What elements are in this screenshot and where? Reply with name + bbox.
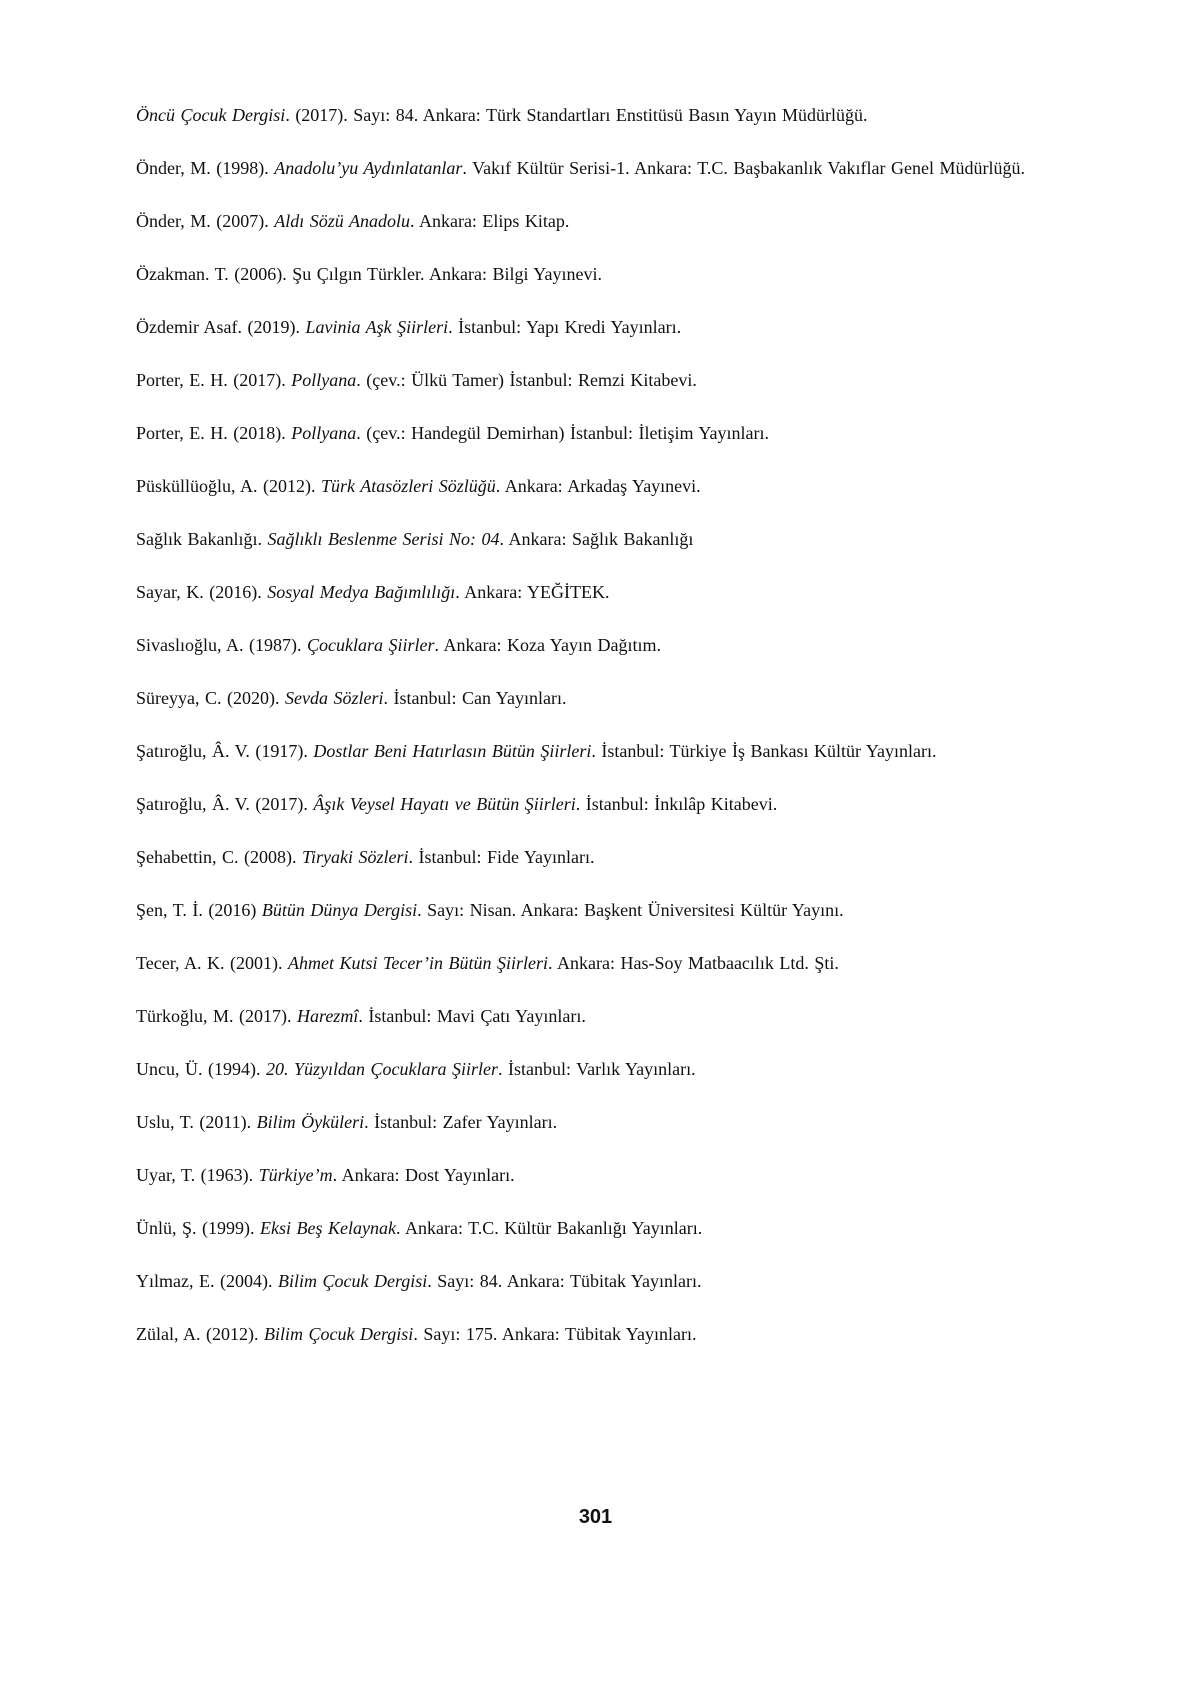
reference-entry xyxy=(136,418,1060,448)
reference-text: . Ankara: Koza Yayın Dağıtım. xyxy=(434,635,661,655)
reference-text: . İstanbul: Mavi Çatı Yayınları. xyxy=(358,1006,586,1026)
reference-text: Uncu, Ü. (1994). xyxy=(136,1059,266,1079)
reference-text: Süreyya, C. (2020). xyxy=(136,688,285,708)
reference-entry xyxy=(136,471,1060,501)
reference-title: Sevda Sözleri xyxy=(284,688,384,708)
reference-text: Yılmaz, E. (2004). xyxy=(136,1271,278,1291)
reference-text: Şatıroğlu, Â. V. (2017). xyxy=(136,794,314,814)
reference-text: . Sayı: Nisan. Ankara: Başkent Üniversitesi Kültür Yayını. xyxy=(417,900,844,920)
reference-text: Türkoğlu, M. (2017). xyxy=(136,1006,297,1026)
reference-text: . Ankara: Arkadaş Yayınevi. xyxy=(495,476,701,496)
reference-text: . İstanbul: Fide Yayınları. xyxy=(408,847,595,867)
reference-title: Aldı Sözü Anadolu xyxy=(274,211,410,231)
reference-text: Önder, M. (2007). xyxy=(136,211,275,231)
reference-text: . Ankara: T.C. Kültür Bakanlığı Yayınları. xyxy=(395,1218,703,1238)
reference-text: Uyar, T. (1963). xyxy=(136,1165,259,1185)
reference-text: . (çev.: Ülkü Tamer) İstanbul: Remzi Kitabevi. xyxy=(356,370,697,390)
reference-text: Porter, E. H. (2018). xyxy=(136,423,292,443)
reference-entry xyxy=(136,1266,1060,1296)
reference-title: Âşık Veysel Hayatı ve Bütün Şiirleri xyxy=(313,794,576,814)
reference-text: Özakman. T. (2006). Şu Çılgın Türkler. Ankara: Bilgi Yayınevi. xyxy=(136,264,602,284)
reference-text: . Ankara: Dost Yayınları. xyxy=(332,1165,515,1185)
reference-text: Püsküllüoğlu, A. (2012). xyxy=(136,476,322,496)
reference-text: Uslu, T. (2011). xyxy=(136,1112,257,1132)
reference-entry xyxy=(136,789,1060,819)
reference-text: Sağlık Bakanlığı. xyxy=(136,529,268,549)
reference-entry xyxy=(136,312,1060,342)
reference-title: Türkiye’m xyxy=(258,1165,333,1185)
reference-entry xyxy=(136,1213,1060,1243)
reference-title: Eksi Beş Kelaynak xyxy=(260,1218,396,1238)
reference-text: Sayar, K. (2016). xyxy=(136,582,268,602)
reference-text: . Ankara: Has-Soy Matbaacılık Ltd. Şti. xyxy=(547,953,839,973)
reference-title: Öncü Çocuk Dergisi xyxy=(136,105,286,125)
reference-text: . İstanbul: Yapı Kredi Yayınları. xyxy=(448,317,682,337)
reference-title: Harezmî xyxy=(296,1006,359,1026)
reference-text: Sivaslıoğlu, A. (1987). xyxy=(136,635,308,655)
reference-title: Sağlıklı Beslenme Serisi No: 04 xyxy=(267,529,500,549)
reference-entry xyxy=(136,948,1060,978)
reference-text: . Sayı: 175. Ankara: Tübitak Yayınları. xyxy=(413,1324,697,1344)
reference-text: Ünlü, Ş. (1999). xyxy=(136,1218,260,1238)
reference-entry xyxy=(136,1319,1060,1349)
reference-list xyxy=(136,100,1060,1372)
reference-text: . Ankara: Elips Kitap. xyxy=(409,211,570,231)
reference-title: Pollyana xyxy=(291,423,357,443)
reference-entry xyxy=(136,630,1060,660)
reference-title: Dostlar Beni Hatırlasın Bütün Şiirleri xyxy=(313,741,592,761)
reference-entry xyxy=(136,736,1060,766)
reference-text: Şen, T. İ. (2016) xyxy=(136,900,262,920)
reference-text: . Ankara: YEĞİTEK. xyxy=(455,582,610,602)
reference-text: Şehabettin, C. (2008). xyxy=(136,847,302,867)
reference-text: . İstanbul: İnkılâp Kitabevi. xyxy=(575,794,778,814)
reference-title: Ahmet Kutsi Tecer’in Bütün Şiirleri xyxy=(287,953,548,973)
reference-title: Anadolu’yu Aydınlatanlar xyxy=(274,158,463,178)
reference-title: Bütün Dünya Dergisi xyxy=(261,900,418,920)
reference-entry xyxy=(136,1054,1060,1084)
reference-text: Önder, M. (1998). xyxy=(136,158,275,178)
reference-entry xyxy=(136,842,1060,872)
reference-title: Türk Atasözleri Sözlüğü xyxy=(321,476,496,496)
reference-text: . (2017). Sayı: 84. Ankara: Türk Standartları Enstitüsü Basın Yayın Müdürlüğü. xyxy=(285,105,868,125)
reference-title: Sosyal Medya Bağımlılığı xyxy=(267,582,456,602)
reference-title: Bilim Çocuk Dergisi xyxy=(277,1271,428,1291)
reference-text: . Ankara: Sağlık Bakanlığı xyxy=(499,529,694,549)
reference-title: 20. Yüzyıldan Çocuklara Şiirler xyxy=(265,1059,498,1079)
reference-text: . İstanbul: Varlık Yayınları. xyxy=(497,1059,696,1079)
reference-text: Şatıroğlu, Â. V. (1917). xyxy=(136,741,314,761)
reference-entry xyxy=(136,1107,1060,1137)
reference-title: Çocuklara Şiirler xyxy=(307,635,435,655)
reference-text: . İstanbul: Türkiye İş Bankası Kültür Yayınları. xyxy=(591,741,937,761)
reference-entry xyxy=(136,100,1060,130)
reference-text: Özdemir Asaf. (2019). xyxy=(136,317,306,337)
reference-text: Tecer, A. K. (2001). xyxy=(136,953,288,973)
reference-entry xyxy=(136,1001,1060,1031)
reference-text: . İstanbul: Zafer Yayınları. xyxy=(364,1112,558,1132)
reference-entry xyxy=(136,365,1060,395)
reference-title: Pollyana xyxy=(291,370,357,390)
reference-entry xyxy=(136,577,1060,607)
reference-text: . Vakıf Kültür Serisi-1. Ankara: T.C. Başbakanlık Vakıflar Genel Müdürlüğü. xyxy=(462,158,1026,178)
reference-title: Bilim Çocuk Dergisi xyxy=(263,1324,414,1344)
reference-entry xyxy=(136,206,1060,236)
reference-title: Bilim Öyküleri xyxy=(256,1112,365,1132)
page-number: 301 xyxy=(578,1506,613,1528)
reference-title: Lavinia Aşk Şiirleri xyxy=(305,317,449,337)
reference-entry xyxy=(136,895,1060,925)
reference-text: . (çev.: Handegül Demirhan) İstanbul: İletişim Yayınları. xyxy=(356,423,770,443)
reference-entry xyxy=(136,259,1060,289)
reference-entry xyxy=(136,524,1060,554)
reference-entry xyxy=(136,1160,1060,1190)
reference-entry xyxy=(136,153,1060,183)
reference-text: Porter, E. H. (2017). xyxy=(136,370,292,390)
reference-entry xyxy=(136,683,1060,713)
reference-text: . İstanbul: Can Yayınları. xyxy=(383,688,567,708)
reference-text: Zülal, A. (2012). xyxy=(136,1324,264,1344)
reference-title: Tiryaki Sözleri xyxy=(301,847,409,867)
reference-text: . Sayı: 84. Ankara: Tübitak Yayınları. xyxy=(427,1271,702,1291)
